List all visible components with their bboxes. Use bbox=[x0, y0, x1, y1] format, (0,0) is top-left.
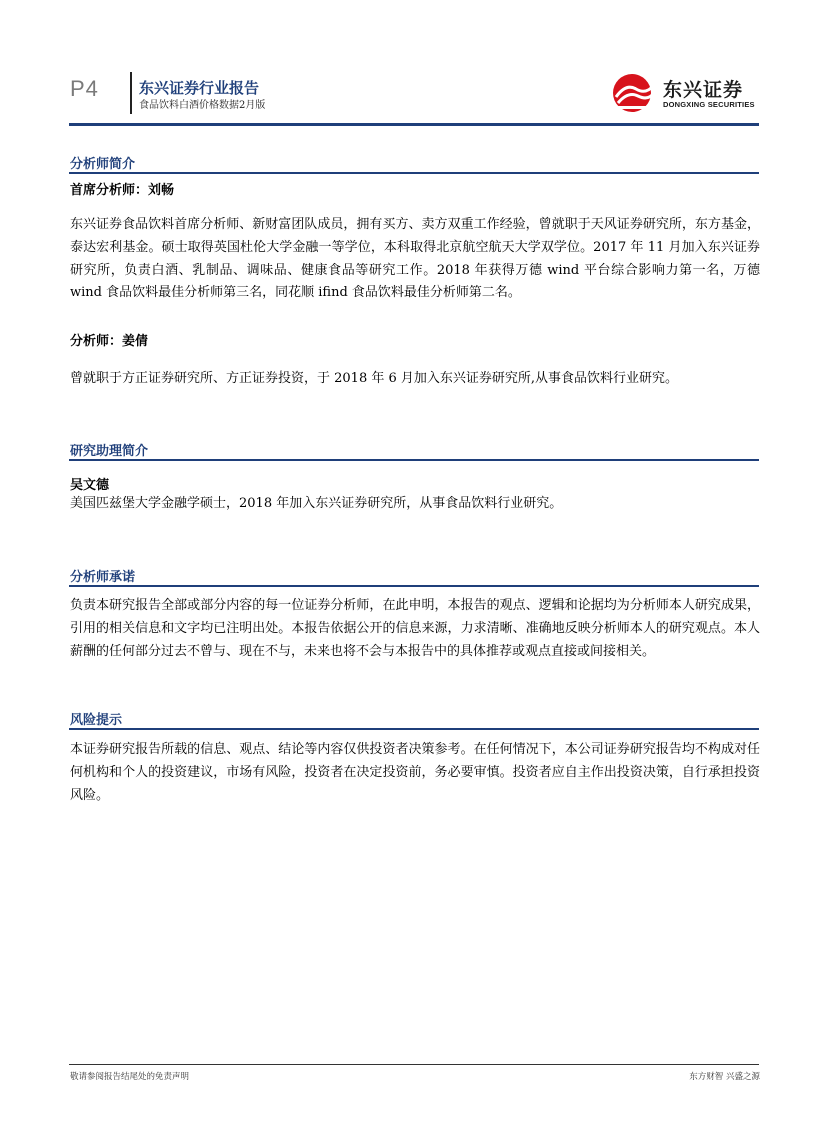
logo-mark-icon bbox=[612, 73, 658, 113]
page-number: P4 bbox=[70, 76, 99, 101]
footer-rule bbox=[69, 1064, 759, 1065]
section-rule bbox=[69, 728, 759, 730]
footer-slogan: 东方财智 兴盛之源 bbox=[689, 1072, 760, 1082]
section-rule bbox=[69, 585, 759, 587]
section-title-analyst-intro: 分析师简介 bbox=[70, 157, 136, 172]
header-divider bbox=[130, 72, 132, 114]
header-rule bbox=[69, 123, 759, 126]
analyst-bio: 曾就职于方正证券研究所、方正证券投资，于 2018 年 6 月加入东兴证券研究所,从事食品饮料行业研究。 bbox=[70, 371, 679, 386]
section-title-assistant-intro: 研究助理简介 bbox=[70, 444, 149, 459]
section-rule bbox=[69, 459, 759, 461]
report-subtitle: 食品饮料白酒价格数据2月版 bbox=[139, 100, 266, 111]
chief-analyst-label: 首席分析师：刘畅 bbox=[70, 183, 175, 198]
section-title-risk: 风险提示 bbox=[70, 713, 123, 728]
report-series-title: 东兴证券行业报告 bbox=[139, 79, 260, 97]
company-logo bbox=[612, 73, 762, 113]
section-rule bbox=[69, 172, 759, 174]
section-title-commitment: 分析师承诺 bbox=[70, 570, 136, 585]
chief-analyst-bio: 东兴证券食品饮料首席分析师、新财富团队成员，拥有买方、卖方双重工作经验，曾就职于天风证券研究所，东方基金，泰达宏利基金。硕士取得英国杜伦大学金融一等学位，本科取得北京航空航天大学双学位。2017 年 11 月加入东兴证券研究所，负责白酒、乳制品、调味品、健康食品等研究工作。2018 年获得万德 wind 平台综合影响力第一名，万德 wind 食品饮料最佳分析师第三名，同花顺 ifind 食品饮料最佳分析师第二名。 bbox=[70, 217, 760, 301]
analyst-label: 分析师：姜倩 bbox=[70, 334, 149, 349]
logo-chinese-text: 东兴证券 bbox=[663, 79, 744, 101]
assistant-bio: 美国匹兹堡大学金融学硕士，2018 年加入东兴证券研究所，从事食品饮料行业研究。 bbox=[70, 496, 563, 511]
logo-english-text: DONGXING SECURITIES bbox=[663, 100, 755, 109]
commitment-text: 负责本研究报告全部或部分内容的每一位证券分析师，在此申明，本报告的观点、逻辑和论据均为分析师本人研究成果，引用的相关信息和文字均已注明出处。本报告依据公开的信息来源，力求清晰、准确地反映分析师本人的研究观点。本人薪酬的任何部分过去不曾与、现在不与，未来也将不会与本报告中的具体推荐或观点直接或间接相关。 bbox=[70, 598, 760, 659]
assistant-name: 吴文德 bbox=[70, 478, 110, 493]
footer-disclaimer-note: 敬请参阅报告结尾处的免责声明 bbox=[70, 1072, 190, 1082]
risk-text: 本证券研究报告所载的信息、观点、结论等内容仅供投资者决策参考。在任何情况下，本公司证券研究报告均不构成对任何机构和个人的投资建议，市场有风险，投资者在决定投资前，务必要审慎。投资者应自主作出投资决策，自行承担投资风险。 bbox=[70, 742, 760, 803]
